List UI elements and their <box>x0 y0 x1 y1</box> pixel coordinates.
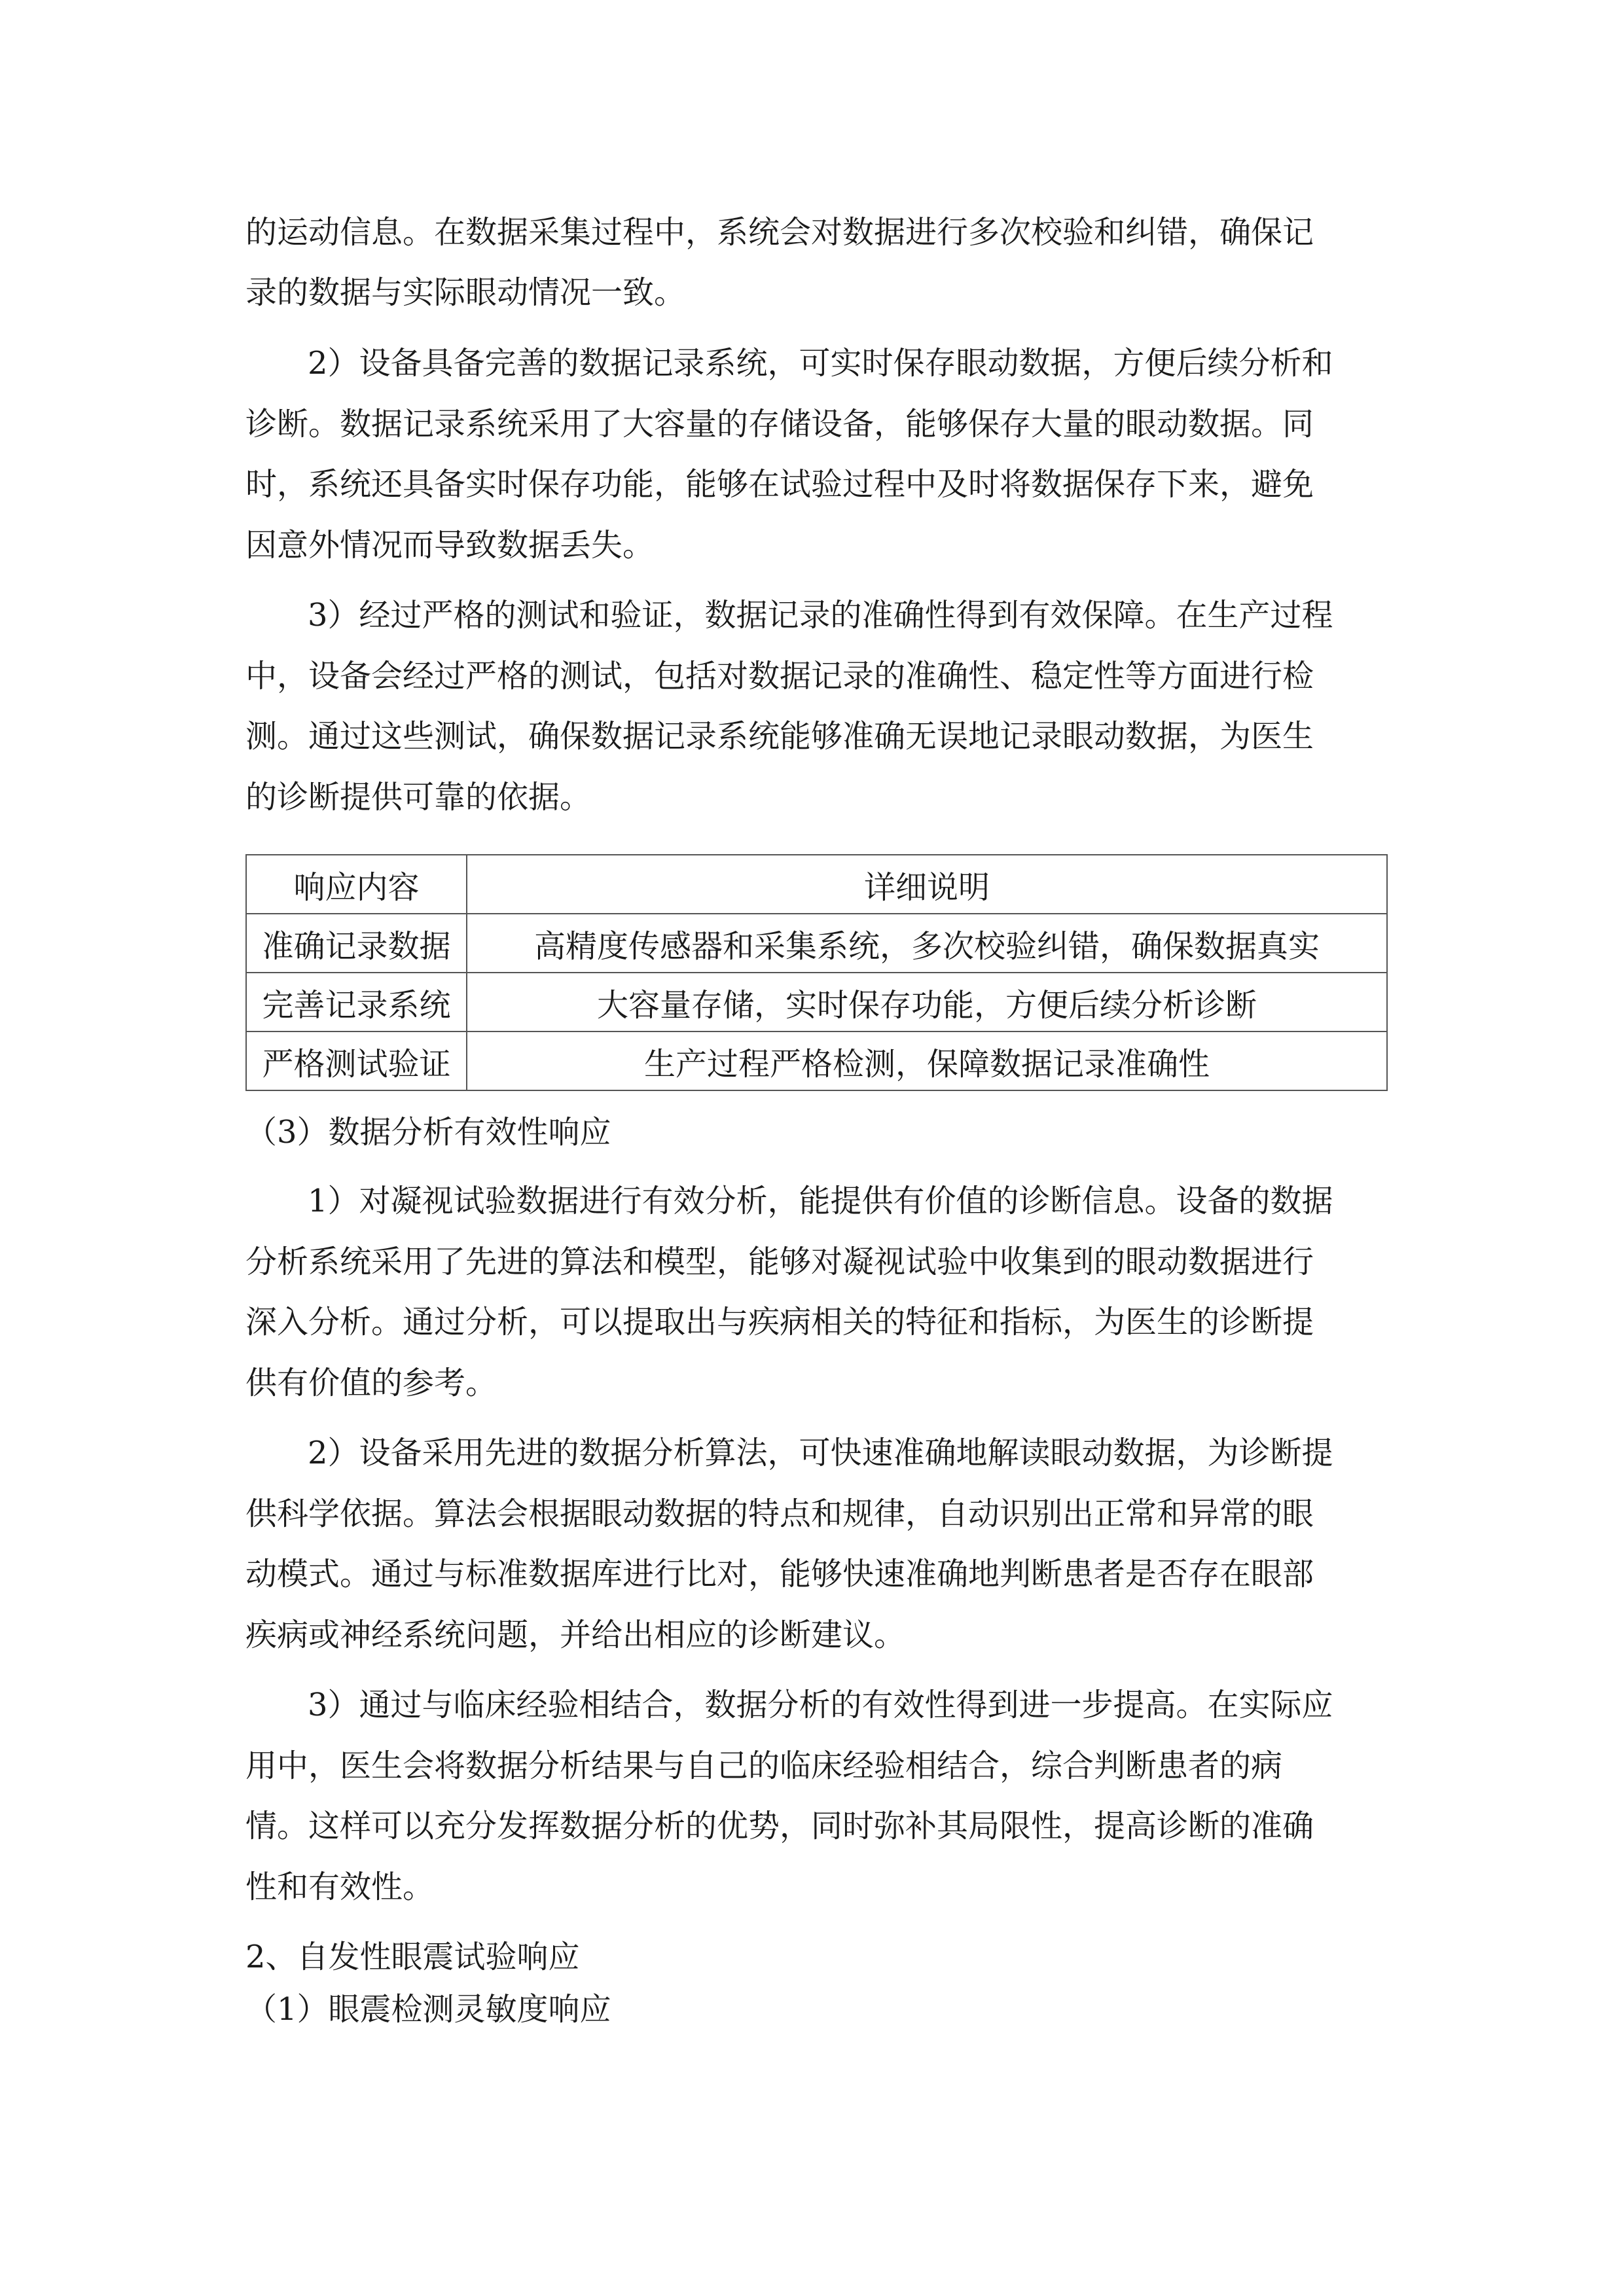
paragraph-line: 因意外情况而导致数据丢失。 <box>245 527 655 564</box>
paragraph-line: 中，设备会经过严格的测试，包括对数据记录的准确性、稳定性等方面进行检 <box>245 658 1314 694</box>
paragraph-line: 录的数据与实际眼动情况一致。 <box>245 274 686 311</box>
paragraph-line: 3）经过严格的测试和验证，数据记录的准确性得到有效保障。在生产过程 <box>308 597 1333 634</box>
paragraph-line: 用中，医生会将数据分析结果与自己的临床经验相结合，综合判断患者的病 <box>245 1748 1283 1784</box>
table-cell: 完善记录系统 <box>246 973 467 1031</box>
paragraph-line: 的运动信息。在数据采集过程中，系统会对数据进行多次校验和纠错，确保记 <box>245 214 1314 251</box>
paragraph-line: 情。这样可以充分发挥数据分析的优势，同时弥补其局限性，提高诊断的准确 <box>245 1808 1314 1844</box>
table-cell: 高精度传感器和采集系统，多次校验纠错，确保数据真实 <box>467 914 1387 973</box>
table-cell: 严格测试验证 <box>246 1031 467 1090</box>
paragraph-line: 疾病或神经系统问题，并给出相应的诊断建议。 <box>245 1617 906 1653</box>
paragraph-line: 性和有效性。 <box>245 1869 435 1905</box>
paragraph-line: 诊断。数据记录系统采用了大容量的存储设备，能够保存大量的眼动数据。同 <box>245 406 1314 442</box>
table-cell: 准确记录数据 <box>246 914 467 973</box>
paragraph-line: 分析系统采用了先进的算法和模型，能够对凝视试验中收集到的眼动数据进行 <box>245 1244 1314 1280</box>
paragraph-line: 供有价值的参考。 <box>245 1365 497 1401</box>
paragraph-line: 2）设备具备完善的数据记录系统，可实时保存眼动数据，方便后续分析和 <box>308 345 1333 382</box>
table-header-cell: 详细说明 <box>467 855 1387 914</box>
section-heading: 2、自发性眼震试验响应 <box>245 1939 580 1975</box>
paragraph-line: 动模式。通过与标准数据库进行比对，能够快速准确地判断患者是否存在眼部 <box>245 1556 1314 1592</box>
paragraph-line: 时，系统还具备实时保存功能，能够在试验过程中及时将数据保存下来，避免 <box>245 466 1314 503</box>
table-row <box>246 914 1387 973</box>
table-row <box>246 1031 1387 1090</box>
table-header-cell: 响应内容 <box>246 855 467 914</box>
table-cell: 生产过程严格检测，保障数据记录准确性 <box>467 1031 1387 1090</box>
subsection-heading: （1）眼震检测灵敏度响应 <box>245 1991 611 2028</box>
section-title: （3）数据分析有效性响应 <box>245 1114 611 1151</box>
paragraph-line: 测。通过这些测试，确保数据记录系统能够准确无误地记录眼动数据，为医生 <box>245 718 1314 755</box>
table-cell: 大容量存储，实时保存功能，方便后续分析诊断 <box>467 973 1387 1031</box>
table-row <box>246 973 1387 1031</box>
response-table <box>245 854 1388 1091</box>
paragraph-line: 1）对凝视试验数据进行有效分析，能提供有价值的诊断信息。设备的数据 <box>308 1183 1333 1219</box>
paragraph-line: 2）设备采用先进的数据分析算法，可快速准确地解读眼动数据，为诊断提 <box>308 1435 1333 1471</box>
paragraph-line: 3）通过与临床经验相结合，数据分析的有效性得到进一步提高。在实际应 <box>308 1687 1333 1723</box>
paragraph-line: 供科学依据。算法会根据眼动数据的特点和规律，自动识别出正常和异常的眼 <box>245 1496 1314 1532</box>
paragraph-line: 的诊断提供可靠的依据。 <box>245 779 592 816</box>
paragraph-line: 深入分析。通过分析，可以提取出与疾病相关的特征和指标，为医生的诊断提 <box>245 1304 1314 1340</box>
table-header-row <box>246 855 1387 914</box>
